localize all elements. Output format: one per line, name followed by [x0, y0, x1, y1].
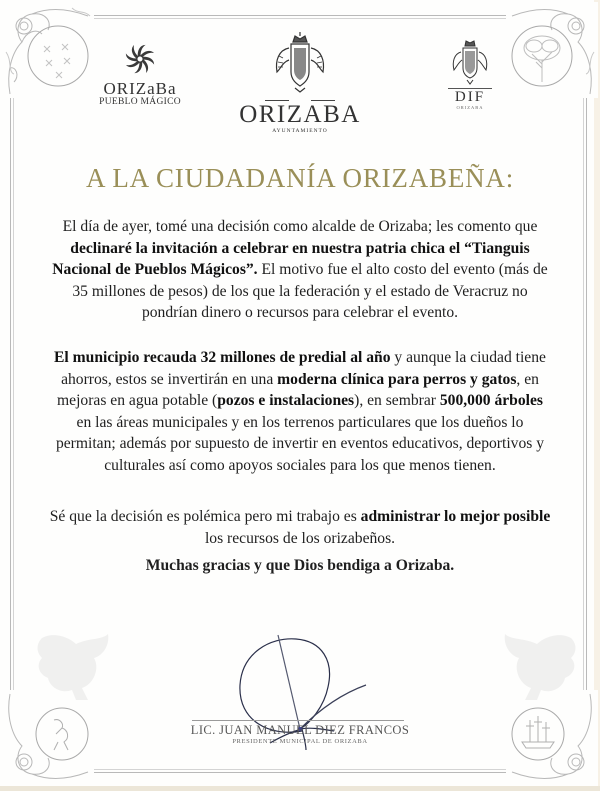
logo-ayto-name: ORIZABA: [239, 101, 361, 128]
coat-of-arms-icon: [269, 32, 331, 96]
body-text: y aunque la ciudad tiene ahorros, estos se invertirán en una: [61, 349, 546, 388]
signatory-name: LIC. JUAN MANUEL DIEZ FRANCOS: [190, 723, 410, 737]
body-text: en las áreas municipales y en los terrenos particulares que los dueños lo permitan; además por supuesto de invertir en eventos educativos, deportivos y culturales así como apoyos sociales para los que menos tienen.: [55, 413, 545, 474]
page-edge-bottom: [0, 786, 600, 791]
emphasized-text: El municipio recauda 32 millones de predial al año: [54, 349, 391, 366]
emphasized-text: moderna clínica para perros y gatos: [277, 370, 517, 388]
signature-line: [192, 720, 404, 721]
logo-ayuntamiento: [235, 32, 365, 135]
logo-pueblo-magico: [95, 42, 185, 107]
signatory-title: PRESIDENTE MUNICIPAL DE ORIZABA: [232, 738, 368, 745]
body-text: los recursos de los orizabeños.: [204, 529, 396, 547]
letter-closing: Muchas gracias y que Dios bendiga a Orizaba.: [145, 557, 455, 574]
letter-paragraph-3: [48, 506, 552, 549]
lion-watermark-icon: [28, 628, 118, 708]
spiral-icon: [123, 42, 157, 76]
logo-dif: [435, 38, 505, 111]
body-text: El día de ayer, tomé una decisión como alcalde de Orizaba; les comento que: [62, 218, 538, 235]
body-text: Sé que la decisión es polémica pero mi trabajo es: [49, 508, 361, 525]
body-text: , en mejoras en agua potable (: [57, 370, 539, 410]
emphasized-text: pozos e instalaciones: [217, 392, 355, 410]
logo-dif-name: DIF: [454, 89, 486, 105]
body-text: ), en sembrar: [354, 392, 440, 410]
logo-ayto-subtitle: AYUNTAMIENTO: [272, 128, 328, 134]
emphasized-text: 500,000 árboles: [439, 392, 543, 410]
logo-pueblo-subtitle: PUEBLO MÁGICO: [99, 97, 181, 107]
emphasized-text: declinaré la invitación a celebrar en nuestra patria chica el “Tianguis Nacional de Pueblos Mágicos”.: [52, 239, 530, 279]
letter-paragraph-2: [48, 347, 552, 477]
letter-heading: A LA CIUDADANÍA ORIZABEÑA:: [85, 163, 515, 193]
logo-pueblo-name: ORIZaBa: [103, 79, 177, 98]
ornament-corner-stars-icon: [2, 2, 94, 98]
page-edge-right: [594, 0, 600, 791]
lion-watermark-icon: [495, 628, 585, 708]
body-text: El motivo fue el alto costo del evento (más de 35 millones de pesos) de los que la federación y el estado de Veracruz no pondrían dinero o recursos para celebrar el evento.: [72, 261, 548, 322]
ornament-corner-tree-icon: [506, 2, 598, 98]
logo-dif-subtitle: ORIZABA: [456, 105, 484, 110]
letter-paragraph-1: [48, 216, 552, 324]
emphasized-text: administrar lo mejor posible: [360, 508, 551, 525]
crest-icon: [450, 38, 490, 86]
